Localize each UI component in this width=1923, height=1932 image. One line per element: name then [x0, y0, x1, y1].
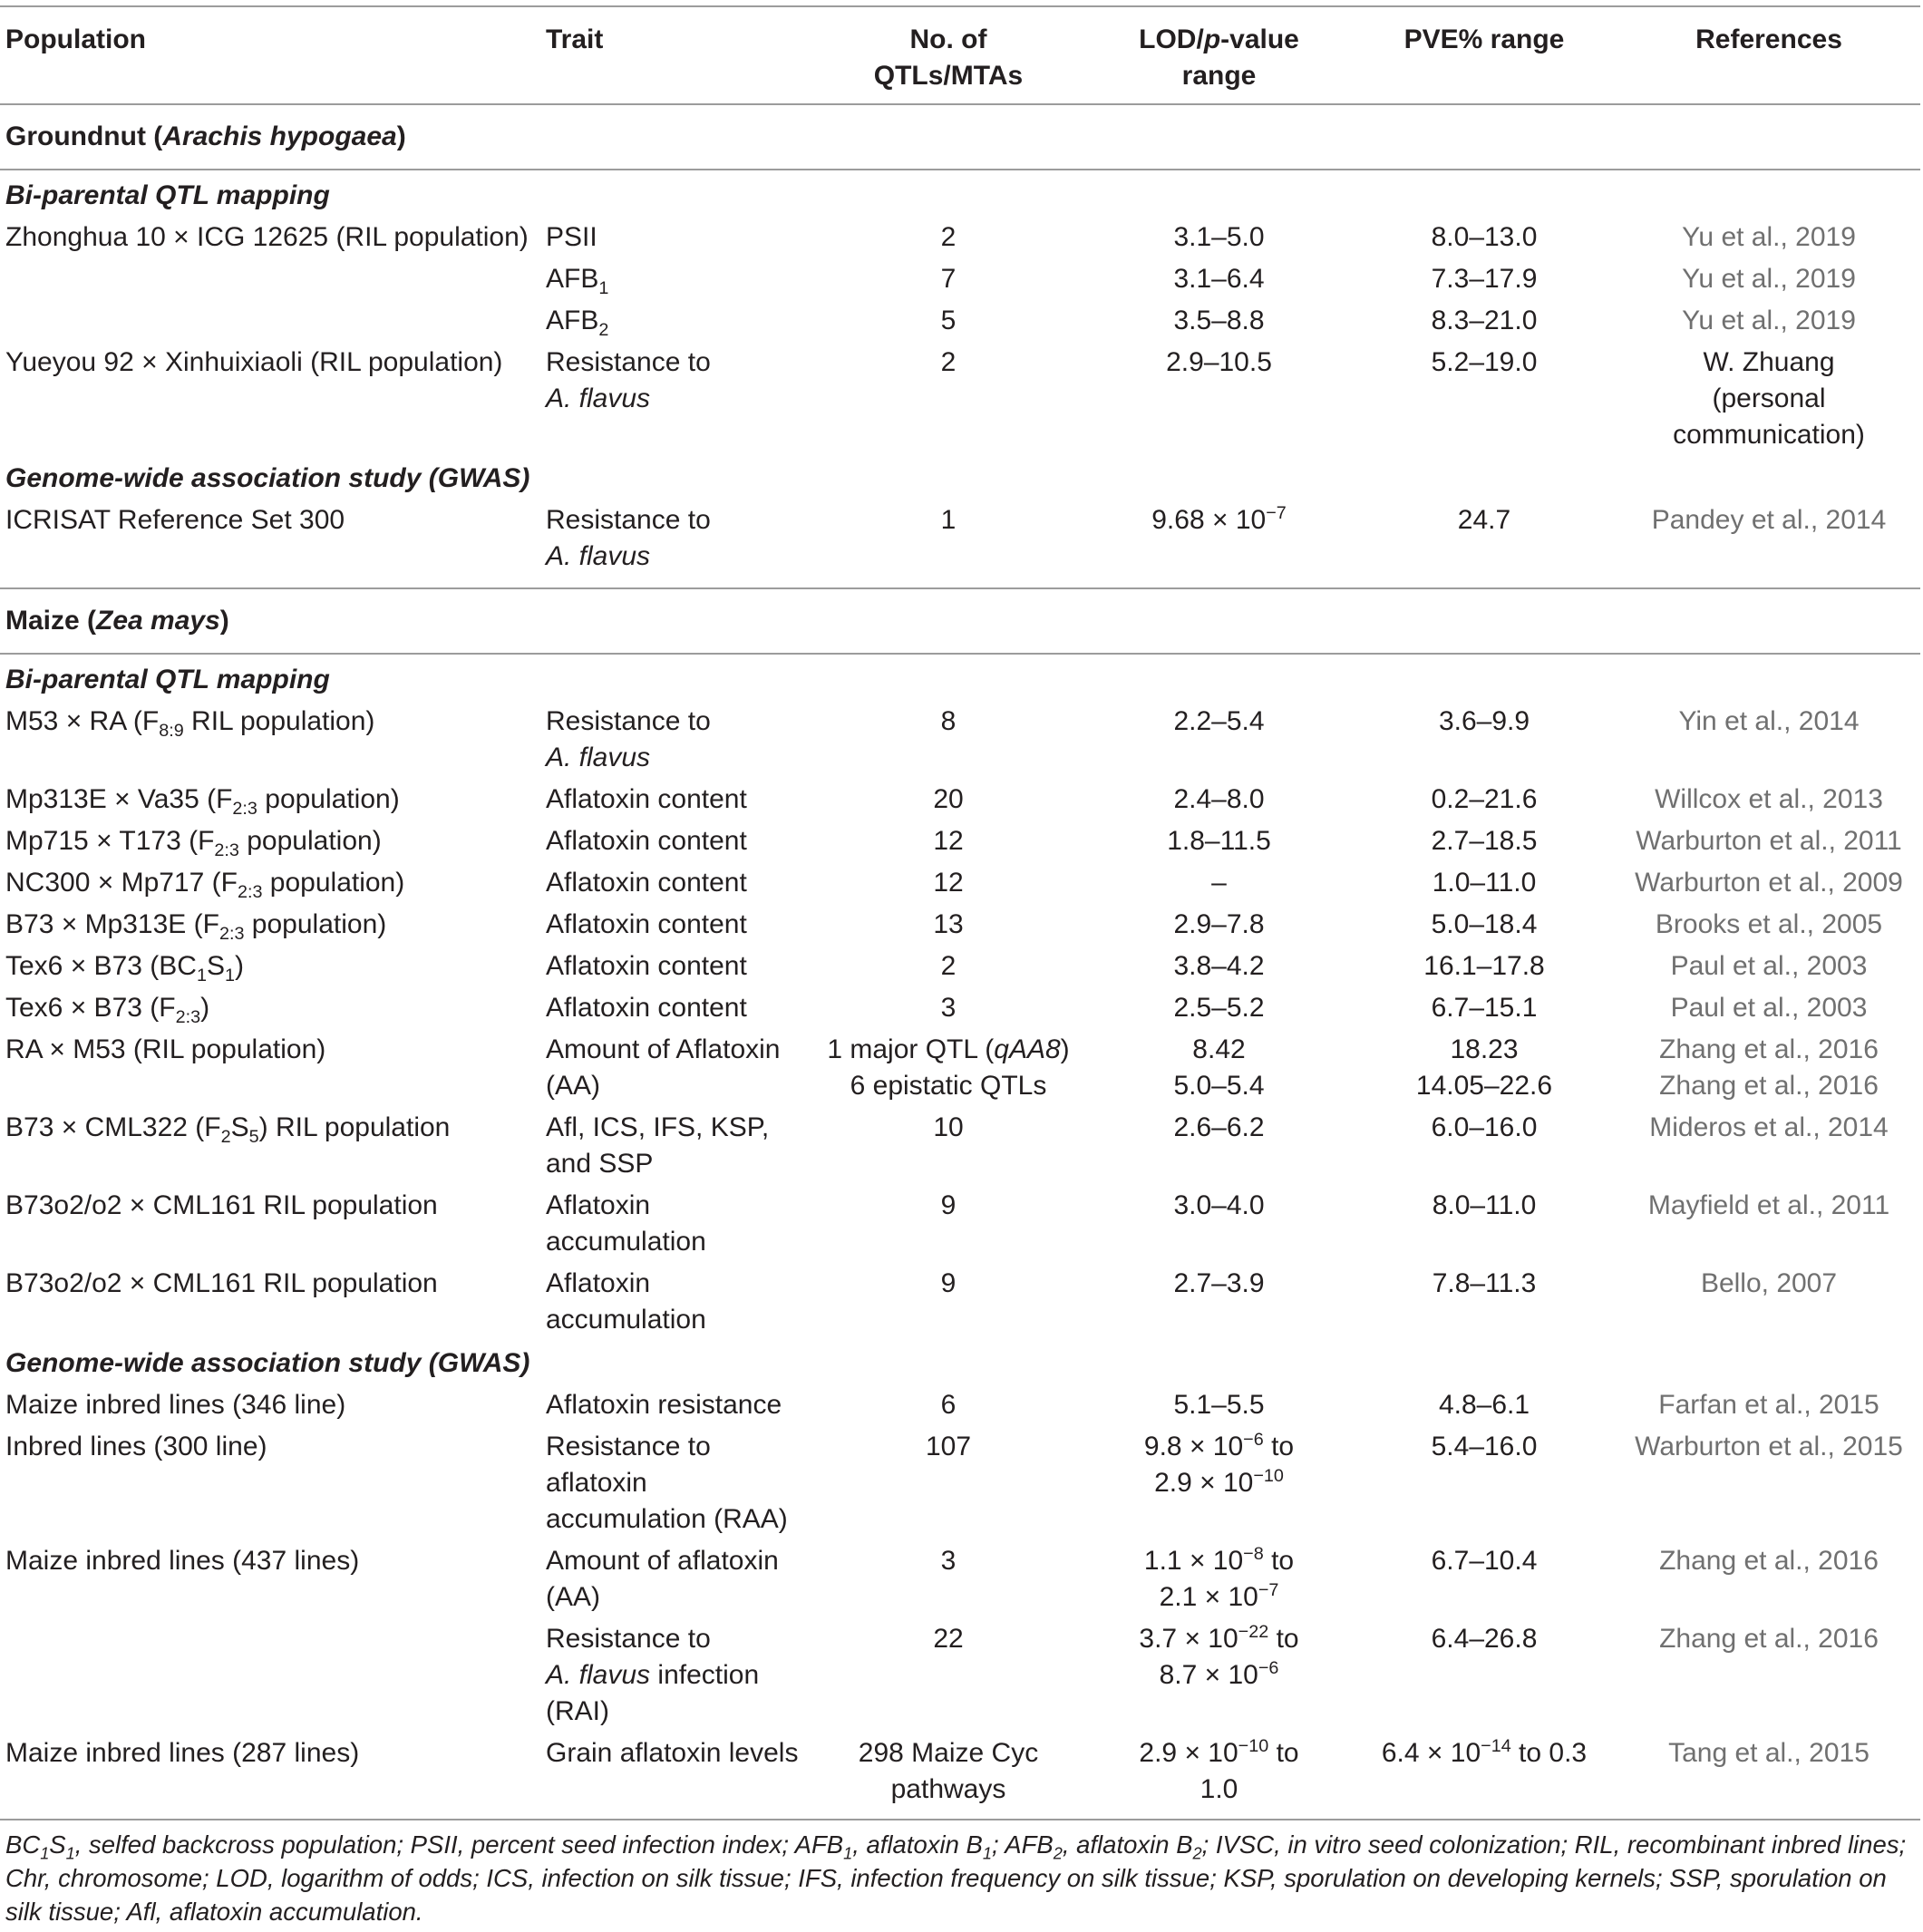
cell-ref[interactable]: Yu et al., 2019 — [1682, 264, 1856, 294]
table-row — [0, 1260, 1920, 1338]
cell-population: Tex6 × B73 $(F_{2:3})$ — [5, 993, 210, 1027]
cell-population: NC300 × Mp717 ($F_{2:3}$ population) — [5, 868, 405, 902]
cell-trait: Amount of Aflatoxin (AA) — [546, 1034, 781, 1101]
table-row — [0, 698, 1920, 776]
group-row — [0, 654, 1920, 698]
table-row — [0, 1382, 1920, 1423]
cell-ref[interactable]: Pandey et al., 2014 — [1651, 505, 1887, 535]
cell-population: B73 × Mp313E ($F_{2:3}$ population) — [5, 909, 387, 944]
cell-ref[interactable]: Warburton et al., 2015 — [1635, 1432, 1903, 1461]
header-trait: Trait — [540, 6, 810, 104]
group-title: Genome-wide association study (GWAS) — [5, 1348, 530, 1378]
table-row — [0, 818, 1920, 859]
cell-lod — [1087, 1026, 1351, 1104]
cell-ref[interactable]: Yu et al., 2019 — [1682, 306, 1856, 335]
cell-num: 3 — [940, 1546, 957, 1576]
cell-population: M53 × RA ($F_{8:9}$ RIL population) — [5, 706, 375, 741]
cell-pve: 2.7–18.5 — [1431, 826, 1538, 856]
cell-lod: 2.7–3.9 — [1173, 1268, 1265, 1298]
cell-pve: 8.3–21.0 — [1431, 306, 1538, 335]
cell-pve: 7.8–11.3 — [1432, 1268, 1537, 1298]
header-num-qtls: No. of QTLs/MTAs — [810, 6, 1087, 104]
cell-num: 13 — [933, 909, 964, 939]
cell-ref[interactable]: Zhang et al., 2016 — [1659, 1624, 1879, 1654]
cell-lod: 2.4–8.0 — [1173, 784, 1265, 814]
cell-num: 1 major QTL (qAA8) 6 epistatic QTLs — [827, 1034, 1070, 1101]
cell-trait: Aflatoxin content — [546, 826, 747, 856]
cell-trait: Resistance to A. flavus infection (RAI) — [546, 1624, 760, 1726]
header-population: Population — [0, 6, 540, 104]
cell-num: 298 Maize Cyc pathways — [858, 1738, 1039, 1804]
cell-population: Mp715 × T173 ($F_{2:3}$ population) — [5, 826, 382, 860]
group-title: Bi-parental QTL mapping — [5, 180, 330, 210]
cell-pve: 16.1–17.8 — [1423, 951, 1545, 981]
header-references: References — [1617, 6, 1920, 104]
table-row — [0, 214, 1920, 256]
cell-ref[interactable]: Yin et al., 2014 — [1678, 706, 1860, 736]
cell-pve: 6.7–10.4 — [1431, 1546, 1538, 1576]
table-row — [0, 1616, 1920, 1730]
cell-lod: 2.5–5.2 — [1173, 993, 1265, 1023]
cell-num: 107 — [925, 1432, 972, 1461]
cell-num: 5 — [940, 306, 957, 335]
cell-pve: 3.6–9.9 — [1438, 706, 1530, 736]
qtl-table — [0, 5, 1920, 1932]
cell-pve-1: 18.23 — [1450, 1034, 1519, 1064]
cell-trait: Aflatoxin accumulation — [546, 1190, 706, 1257]
cell-ref[interactable]: Bello, 2007 — [1700, 1268, 1838, 1298]
cell-ref[interactable]: Mideros et al., 2014 — [1649, 1112, 1889, 1142]
group-title: Bi-parental QTL mapping — [5, 665, 330, 694]
cell-ref[interactable]: Zhang et al., 2016 — [1659, 1546, 1879, 1576]
cell-trait: Resistance to aflatoxin accumulation (RAA) — [546, 1432, 788, 1534]
cell-ref[interactable]: Paul et al., 2003 — [1670, 993, 1868, 1023]
cell-ref-1[interactable]: Zhang et al., 2016 — [1659, 1034, 1879, 1064]
cell-ref[interactable]: Tang et al., 2015 — [1668, 1738, 1870, 1768]
table-row — [0, 943, 1920, 985]
footnote-row — [0, 1820, 1920, 1932]
section-title: Maize (Zea mays) — [0, 588, 1920, 654]
cell-pve: 24.7 — [1457, 505, 1511, 535]
cell-trait: Aflatoxin content — [546, 993, 747, 1023]
group-row — [0, 170, 1920, 214]
group-title: Genome-wide association study (GWAS) — [5, 463, 530, 493]
cell-population: Mp313E × Va35 ($F_{2:3}$ population) — [5, 784, 400, 819]
cell-lod: $2.9 \times 10^{-10}$ to 1.0 — [1139, 1736, 1299, 1804]
table-row — [0, 1538, 1920, 1616]
group-row — [0, 453, 1920, 497]
cell-trait: Resistance to A. flavus — [546, 347, 711, 413]
cell-population: B73 × CML322 $(F_2S_5)$ RIL population — [5, 1112, 451, 1147]
cell-ref: W. Zhuang (personal communication) — [1673, 347, 1865, 450]
section-row — [0, 588, 1920, 654]
cell-population: Inbred lines (300 line) — [5, 1432, 267, 1461]
cell-lod: 3.5–8.8 — [1173, 306, 1265, 335]
table-row — [0, 776, 1920, 818]
table-row — [0, 339, 1920, 453]
table-row — [0, 1026, 1920, 1104]
cell-trait: $AFB_1$ — [546, 264, 609, 298]
cell-pve: 6.7–15.1 — [1431, 993, 1538, 1023]
cell-population: Zhonghua 10 × ICG 12625 (RIL population) — [5, 222, 529, 252]
cell-trait: Resistance to A. flavus — [546, 706, 711, 772]
cell-num: 12 — [933, 826, 964, 856]
cell-lod: 1.8–11.5 — [1167, 826, 1271, 856]
cell-pve — [1351, 1026, 1617, 1104]
cell-ref-2[interactable]: Zhang et al., 2016 — [1659, 1071, 1879, 1101]
cell-num: 8 — [940, 706, 957, 736]
cell-ref[interactable]: Brooks et al., 2005 — [1655, 909, 1883, 939]
cell-num: 3 — [940, 993, 957, 1023]
table-row — [0, 901, 1920, 943]
cell-pve: 5.2–19.0 — [1431, 347, 1538, 377]
table-row — [0, 1730, 1920, 1808]
cell-trait: Resistance to A. flavus — [546, 505, 711, 571]
header-lod: LOD/p-value range — [1087, 6, 1351, 104]
cell-lod: 2.2–5.4 — [1173, 706, 1265, 736]
table-row — [0, 859, 1920, 901]
cell-ref[interactable]: Willcox et al., 2013 — [1655, 784, 1883, 814]
cell-lod: 3.1–6.4 — [1173, 264, 1265, 294]
cell-population: Yueyou 92 × Xinhuixiaoli (RIL population) — [5, 347, 503, 377]
table-row — [0, 297, 1920, 339]
table-row — [0, 1104, 1920, 1182]
cell-lod: 2.6–6.2 — [1173, 1112, 1265, 1142]
cell-population: B73o2/o2 × CML161 RIL population — [5, 1190, 438, 1220]
cell-trait: PSII — [546, 222, 597, 252]
cell-trait: Aflatoxin accumulation — [546, 1268, 706, 1335]
cell-population — [0, 297, 540, 339]
cell-population — [0, 1616, 540, 1730]
header-pve: PVE% range — [1351, 6, 1617, 104]
cell-population: RA × M53 (RIL population) — [5, 1034, 326, 1064]
table-row — [0, 497, 1920, 575]
cell-lod: $9.68 \times 10^{-7}$ — [1151, 503, 1287, 535]
cell-lod-1: 8.42 — [1192, 1034, 1246, 1064]
cell-num: 20 — [933, 784, 964, 814]
cell-num: 22 — [933, 1624, 964, 1654]
table-footnote: $BC_1S_1$, selfed backcross population; PSII, percent seed infection index; $AFB_1$, aflatoxin $B_1$; $AFB_2$, aflatoxin $B_2$; IVSC, in vitro seed colonization; RIL, recombinant inbred lines; Chr, chromosome; LOD, logarithm of odds; ICS, infection on silk tissue; IFS, infection frequency on silk tissue; KSP, sporulation on developing kernels; SSP, sporulation on silk tissue; Afl, aflatoxin accumulation. — [0, 1820, 1920, 1932]
cell-lod: $9.8 \times 10^{-6}$ to $2.9 \times 10^{-10}$ — [1143, 1430, 1295, 1498]
cell-num: 10 — [933, 1112, 964, 1142]
cell-lod: 3.1–5.0 — [1173, 222, 1265, 252]
cell-num: 12 — [933, 868, 964, 898]
cell-population: Maize inbred lines (346 line) — [5, 1390, 346, 1420]
cell-pve: 6.4–26.8 — [1431, 1624, 1538, 1654]
cell-pve: 0.2–21.6 — [1431, 784, 1538, 814]
cell-lod: 2.9–7.8 — [1173, 909, 1265, 939]
cell-pve: 5.0–18.4 — [1431, 909, 1538, 939]
table-row — [0, 985, 1920, 1026]
cell-num: 9 — [940, 1268, 957, 1298]
cell-num: 2 — [940, 222, 957, 252]
cell-pve: 8.0–13.0 — [1431, 222, 1538, 252]
cell-population: Tex6 × B73 $(BC_1S_1)$ — [5, 951, 244, 985]
cell-lod: 5.1–5.5 — [1173, 1390, 1265, 1420]
cell-pve: 6.0–16.0 — [1431, 1112, 1538, 1142]
cell-trait: Afl, ICS, IFS, KSP, and SSP — [546, 1112, 770, 1179]
cell-lod: 2.9–10.5 — [1166, 347, 1272, 377]
table-row — [0, 256, 1920, 297]
cell-pve: 4.8–6.1 — [1438, 1390, 1530, 1420]
cell-pve: 7.3–17.9 — [1431, 264, 1538, 294]
cell-num: 6 — [940, 1390, 957, 1420]
cell-num: 2 — [940, 951, 957, 981]
cell-ref[interactable]: Warburton et al., 2009 — [1635, 868, 1903, 898]
cell-population — [0, 256, 540, 297]
cell-trait: Aflatoxin resistance — [546, 1390, 782, 1420]
cell-lod: $1.1 \times 10^{-8}$ to $2.1 \times 10^{-7}$ — [1143, 1544, 1295, 1612]
table-body — [0, 104, 1920, 1932]
cell-pve: 8.0–11.0 — [1432, 1190, 1537, 1220]
cell-trait: Aflatoxin content — [546, 951, 747, 981]
cell-trait: Aflatoxin content — [546, 909, 747, 939]
cell-trait: $AFB_2$ — [546, 306, 609, 340]
cell-pve: $6.4 \times 10^{-14}$ to 0.3 — [1381, 1736, 1588, 1768]
group-row — [0, 1338, 1920, 1382]
cell-num: 9 — [940, 1190, 957, 1220]
cell-lod-2: 5.0–5.4 — [1173, 1071, 1265, 1101]
cell-ref[interactable]: Paul et al., 2003 — [1670, 951, 1868, 981]
cell-lod: 3.0–4.0 — [1173, 1190, 1265, 1220]
table-row — [0, 1182, 1920, 1260]
cell-pve-2: 14.05–22.6 — [1415, 1071, 1553, 1101]
cell-population: ICRISAT Reference Set 300 — [5, 505, 345, 535]
cell-trait: Amount of aflatoxin (AA) — [546, 1546, 779, 1612]
cell-ref[interactable]: Farfan et al., 2015 — [1658, 1390, 1879, 1420]
cell-trait: Grain aflatoxin levels — [546, 1738, 799, 1768]
cell-num: 2 — [940, 347, 957, 377]
table-row — [0, 1423, 1920, 1538]
cell-trait: Aflatoxin content — [546, 784, 747, 814]
cell-num: 1 — [940, 505, 957, 535]
cell-lod: – — [1211, 868, 1227, 898]
cell-num: 7 — [940, 264, 957, 294]
cell-ref[interactable]: Yu et al., 2019 — [1682, 222, 1856, 252]
section-row — [0, 104, 1920, 170]
cell-ref[interactable]: Warburton et al., 2011 — [1636, 826, 1902, 856]
header-row — [0, 6, 1920, 104]
cell-lod: 3.8–4.2 — [1173, 951, 1265, 981]
cell-lod: $3.7 \times 10^{-22}$ to $8.7 \times 10^{-6}$ — [1139, 1622, 1299, 1690]
cell-pve: 1.0–11.0 — [1432, 868, 1537, 898]
cell-ref — [1617, 1026, 1920, 1104]
cell-ref[interactable]: Mayfield et al., 2011 — [1647, 1190, 1890, 1220]
cell-population: Maize inbred lines (287 lines) — [5, 1738, 360, 1768]
cell-pve: 5.4–16.0 — [1431, 1432, 1538, 1461]
section-title: Groundnut (Arachis hypogaea) — [0, 104, 1920, 170]
cell-num-2: 6 epistatic QTLs — [850, 1071, 1047, 1101]
cell-population: B73o2/o2 × CML161 RIL population — [5, 1268, 438, 1298]
cell-population: Maize inbred lines (437 lines) — [5, 1546, 360, 1576]
cell-trait: Aflatoxin content — [546, 868, 747, 898]
